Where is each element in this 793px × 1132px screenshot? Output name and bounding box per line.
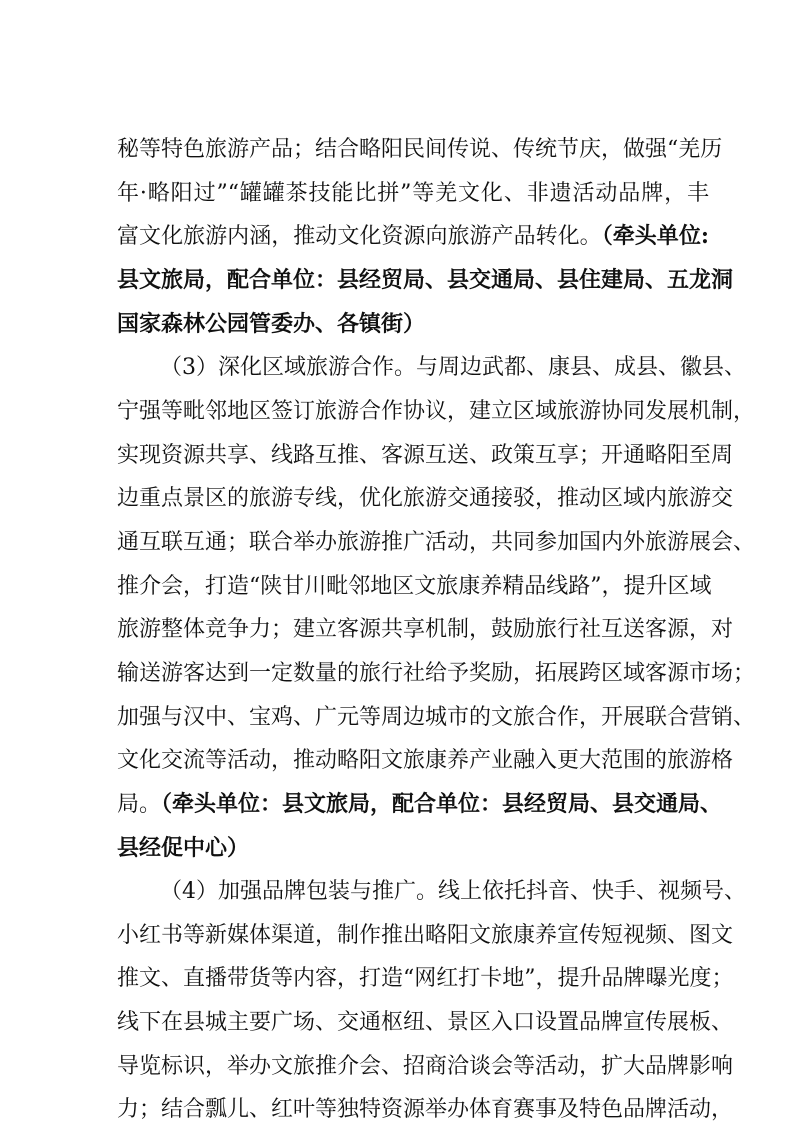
text-segment: 局。	[117, 791, 162, 817]
bold-text-segment: （牵头单位:	[601, 223, 709, 250]
text-line	[117, 434, 734, 478]
text-segment: 秘等特色旅游产品；结合略阳民间传说、传统节庆，做强“羌历	[117, 137, 723, 162]
bold-text-segment: （牵头单位：县文旅局，配合单位：县经贸局、县交通局、	[161, 790, 723, 817]
text-segment: （4）加强品牌包装与推广。线上依托抖音、快手、视频号、	[160, 879, 746, 905]
text-line	[117, 565, 712, 609]
text-segment: 加强与汉中、宝鸡、广元等周边城市的文旅合作，开展联合营销、	[117, 704, 756, 730]
text-line	[117, 1045, 734, 1089]
text-line	[117, 215, 709, 259]
text-segment: 力；结合瓢儿、红叶等独特资源举办体育赛事及特色品牌活动，	[117, 1097, 734, 1123]
text-line	[117, 390, 756, 434]
text-line	[117, 696, 756, 740]
text-line	[117, 477, 734, 521]
text-segment: 通互联互通；联合举办旅游推广活动，共同参加国内外旅游展会、	[117, 529, 756, 555]
text-line	[117, 827, 709, 871]
text-segment: 宁强等毗邻地区签订旅游合作协议，建立区域旅游协同发展机制，	[117, 398, 756, 424]
text-segment: 推文、直播带货等内容，打造“网红打卡地”，提升品牌曝光度；	[117, 966, 734, 992]
text-line	[117, 957, 734, 1001]
bold-text-segment: 县经促中心）	[117, 834, 250, 861]
text-segment: 输送游客达到一定数量的旅行社给予奖励，拓展跨区域客源市场；	[117, 660, 756, 686]
text-segment: 导览标识，举办文旅推介会、招商洽谈会等活动，扩大品牌影响	[117, 1053, 734, 1079]
text-line	[117, 259, 734, 303]
text-line	[117, 739, 734, 783]
text-line	[117, 172, 709, 216]
text-line	[117, 914, 734, 958]
bold-text-segment: 国家森林公园管委办、各镇街）	[117, 310, 426, 337]
text-line	[117, 1001, 734, 1045]
text-line	[117, 870, 746, 914]
text-line	[117, 652, 756, 696]
text-segment: 富文化旅游内涵，推动文化资源向旅游产品转化。	[117, 224, 602, 250]
text-segment: 实现资源共享、线路互推、客源互送、政策互享；开通略阳至周	[117, 442, 734, 468]
text-line	[117, 128, 723, 172]
text-line	[117, 608, 734, 652]
text-segment: （3）深化区域旅游合作。与周边武都、康县、成县、徽县、	[160, 355, 746, 381]
text-segment: 推介会，打造“陕甘川毗邻地区文旅康养精品线路”，提升区域	[117, 573, 712, 599]
text-segment: 旅游整体竞争力；建立客源共享机制，鼓励旅行社互送客源，对	[117, 617, 734, 643]
text-line	[117, 783, 723, 827]
text-segment: 文化交流等活动，推动略阳文旅康养产业融入更大范围的旅游格	[117, 748, 734, 774]
text-line	[117, 521, 756, 565]
text-line	[117, 1088, 734, 1132]
document-body	[117, 128, 756, 1132]
text-segment: 年·略阳过”“罐罐茶技能比拼”等羌文化、非遗活动品牌，丰	[117, 180, 709, 206]
text-segment: 线下在县城主要广场、交通枢纽、景区入口设置品牌宣传展板、	[117, 1010, 734, 1036]
bold-text-segment: 县文旅局，配合单位：县经贸局、县交通局、县住建局、五龙洞	[117, 266, 734, 293]
text-line	[117, 303, 709, 347]
text-segment: 小红书等新媒体渠道，制作推出略阳文旅康养宣传短视频、图文	[117, 922, 734, 948]
text-segment: 边重点景区的旅游专线，优化旅游交通接驳，推动区域内旅游交	[117, 486, 734, 512]
text-line	[117, 346, 746, 390]
